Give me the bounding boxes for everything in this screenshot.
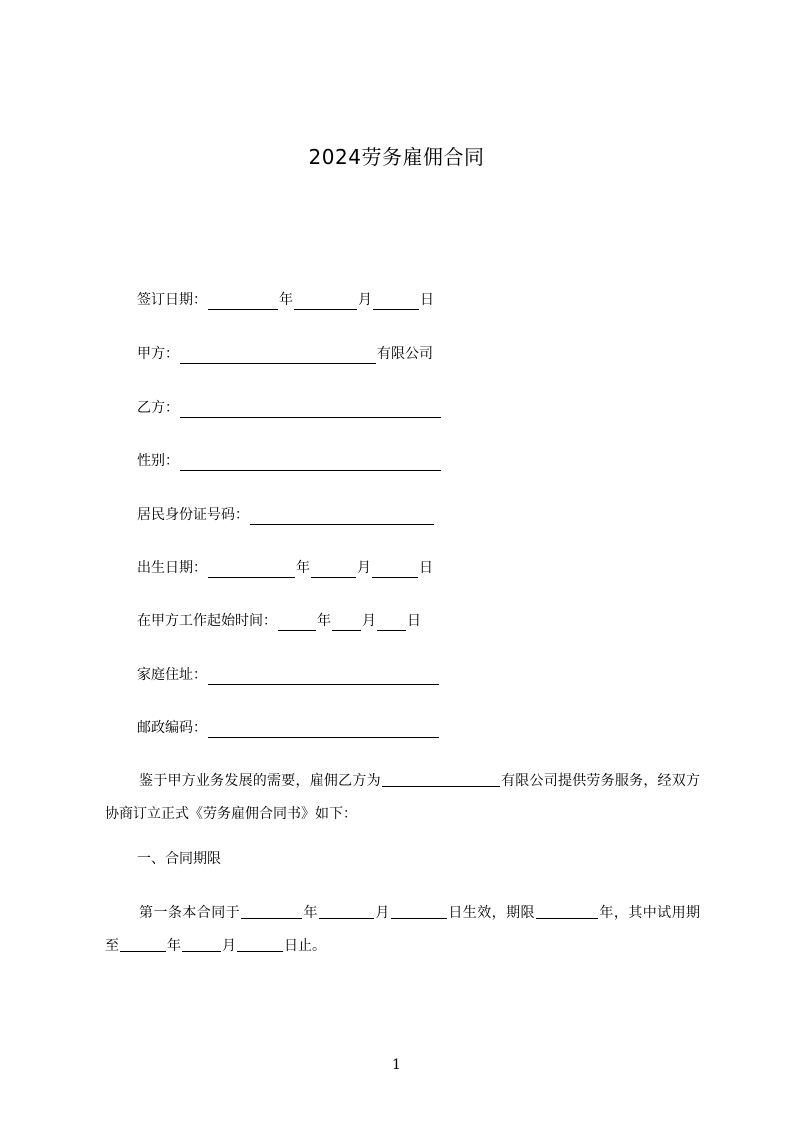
start-date-label: 在甲方工作起始时间： [137, 613, 277, 629]
id-number-label: 居民身份证号码： [137, 507, 249, 523]
article-text: 年 [167, 938, 181, 954]
effective-year-blank[interactable] [241, 904, 302, 919]
month-unit: 月 [358, 292, 372, 308]
sign-date-label: 签订日期： [137, 292, 207, 308]
section-heading: 一、合同期限 [137, 851, 221, 867]
birth-date-day-blank[interactable] [372, 561, 418, 578]
article-1-paragraph [105, 897, 700, 963]
document-title: 2024劳务雇佣合同 [308, 145, 485, 169]
home-address-blank[interactable] [208, 668, 439, 685]
party-b-label: 乙方： [137, 400, 179, 416]
party-a-label: 甲方： [137, 346, 179, 362]
probation-day-blank[interactable] [237, 937, 283, 952]
gender-blank[interactable] [180, 454, 441, 471]
home-address-field [137, 665, 440, 685]
page-number: 1 [392, 1057, 401, 1073]
article-text: 月 [374, 905, 390, 921]
month-unit: 月 [362, 613, 376, 629]
year-unit: 年 [296, 560, 310, 576]
year-unit: 年 [317, 613, 331, 629]
birth-date-field [137, 558, 433, 578]
article-text: 第一条本合同于 [139, 905, 241, 921]
sign-date-month-blank[interactable] [294, 293, 357, 310]
start-date-day-blank[interactable] [377, 614, 406, 631]
postal-code-blank[interactable] [208, 721, 439, 738]
start-date-field [137, 611, 421, 631]
postal-code-field [137, 718, 440, 738]
article-text: 月 [222, 938, 236, 954]
sign-date-day-blank[interactable] [373, 293, 419, 310]
gender-label: 性别： [137, 453, 179, 469]
probation-year-blank[interactable] [120, 937, 166, 952]
month-unit: 月 [357, 560, 371, 576]
year-unit: 年 [279, 292, 293, 308]
start-date-month-blank[interactable] [332, 614, 361, 631]
effective-day-blank[interactable] [391, 904, 447, 919]
party-b-blank[interactable] [180, 401, 441, 418]
party-a-suffix: 有限公司 [377, 346, 433, 362]
birth-date-month-blank[interactable] [311, 561, 356, 578]
preamble-text-1: 鉴于甲方业务发展的需要，雇佣乙方为 [139, 773, 381, 789]
preamble-company-blank[interactable] [382, 772, 500, 787]
sign-date-field [137, 290, 434, 310]
day-unit: 日 [419, 560, 433, 576]
birth-date-year-blank[interactable] [208, 561, 295, 578]
postal-code-label: 邮政编码： [137, 720, 207, 736]
effective-month-blank[interactable] [319, 904, 374, 919]
home-address-label: 家庭住址： [137, 667, 207, 683]
probation-month-blank[interactable] [182, 937, 221, 952]
preamble-paragraph [105, 765, 700, 831]
term-years-blank[interactable] [536, 904, 598, 919]
party-a-blank[interactable] [180, 347, 376, 364]
article-text: 年，其中试用期至 [105, 905, 701, 954]
id-number-field [137, 505, 435, 525]
day-unit: 日 [420, 292, 434, 308]
article-text: 年 [303, 905, 318, 921]
gender-field [137, 451, 442, 471]
preamble-text-2: 有限公司提供劳务服务，经双方协商订立正式《劳务雇佣合同书》如下： [105, 773, 701, 822]
sign-date-year-blank[interactable] [208, 293, 278, 310]
id-number-blank[interactable] [250, 508, 434, 525]
day-unit: 日 [407, 613, 421, 629]
birth-date-label: 出生日期： [137, 560, 207, 576]
article-text: 日生效，期限 [447, 905, 535, 921]
article-text: 日止。 [284, 938, 326, 954]
party-b-field [137, 398, 442, 418]
party-a-field [137, 344, 433, 364]
start-date-year-blank[interactable] [278, 614, 316, 631]
